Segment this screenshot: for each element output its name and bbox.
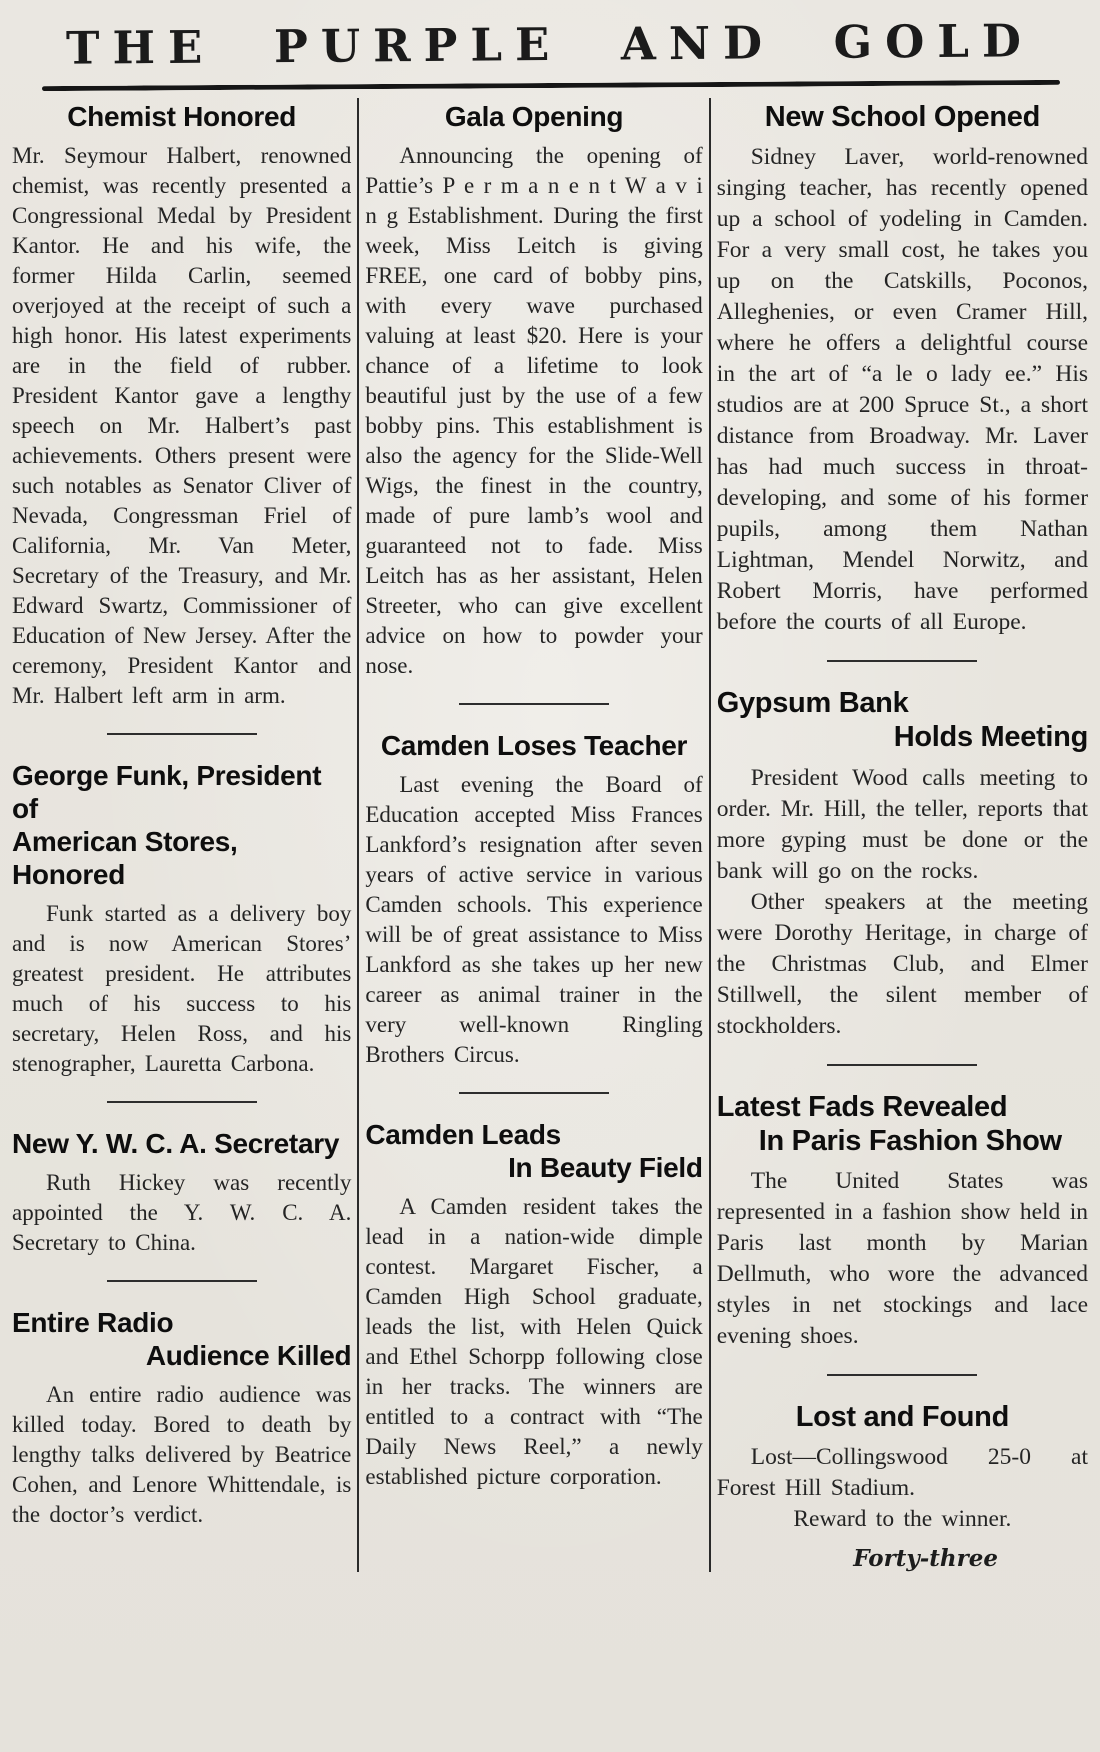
article-beauty-field — [365, 1118, 702, 1492]
section-rule — [107, 1101, 257, 1103]
article-title: Chemist Honored — [67, 101, 297, 132]
section-rule — [827, 1064, 977, 1066]
article-body: A Camden resident takes the lead in a nation-wide dimple contest. Margaret Fischer, a Camden High School graduate, leads the list, with Helen Quick and Ethel Schorpp following close in her tracks. The winners are entitled to a contract with “The Daily News Reel,” a newly established picture corporation. — [365, 1194, 703, 1490]
article-chemist-honored — [12, 100, 351, 711]
article-title — [717, 686, 1088, 754]
column-2 — [365, 98, 702, 1572]
title-line-1: Camden Leads — [365, 1119, 561, 1151]
article-body: Funk started as a delivery boy and is now American Stores’ greatest president. He attributes much of his success to his secretary, Helen Ross, and his stenographer, Lauretta Carbona. — [12, 901, 352, 1077]
section-rule — [827, 660, 977, 662]
columns — [12, 98, 1088, 1572]
article-title: Lost and Found — [795, 1401, 1009, 1434]
article-body: The United States was represented in a fashion show held in Paris last month by Marian Dellmuth, who wore the advanced styles in net stockings and lace evening shoes. — [716, 1168, 1089, 1350]
article-title — [12, 1306, 351, 1372]
article-body: Announcing the opening of Pattie’s P e r m a n e n t W a v i n g Establishment. During the first week, Miss Leitch is giving FREE, one card of bobby pins, with every wave purchased valuing at least $20. Here is your chance of a lifetime to look beautiful just by the use of a few bobby pins. This establishment is also the agency for the Slide-Well Wigs, the finest in the country, made of pure lamb’s wool and guaranteed not to fade. Miss Leitch has as her assistant, Helen Streeter, who can give excellent advice on how to powder your nose. — [365, 143, 703, 679]
article-body: Mr. Seymour Halbert, renowned chemist, was recently presented a Congressional Medal by President Kantor. He and his wife, the former Hilda Carlin, seemed overjoyed at the receipt of such a high honor. His latest experiments are in the field of rubber. President Kantor gave a lengthy speech on Mr. Halbert’s past achievements. Others present were such notables as Senator Cliver of Nevada, Congressman Friel of California, Mr. Van Meter, Secretary of the Treasury, and Mr. Edward Swartz, Commissioner of Education of New Jersey. After the ceremony, President Kantor and Mr. Halbert left arm in arm. — [12, 143, 352, 709]
masthead-rule — [42, 80, 1060, 91]
article-radio-audience — [12, 1306, 351, 1530]
article-body: An entire radio audience was killed today. Bored to death by lengthy talks delivered by Beatrice Cohen, and Lenore Whittendale, is the doctor’s verdict. — [12, 1382, 352, 1528]
title-line-1: Latest Fads Revealed — [716, 1090, 1008, 1123]
article-title: Gala Opening — [444, 101, 624, 132]
section-rule — [827, 1374, 977, 1376]
page-number: Forty-three — [853, 1545, 999, 1573]
article-title: Camden Loses Teacher — [380, 730, 688, 762]
article-body-line-2: Reward to the winner. — [793, 1506, 1012, 1533]
article-body: Ruth Hickey was recently appointed the Y. W. C. A. Secretary to China. — [12, 1170, 352, 1256]
article-body: Last evening the Board of Education accepted Miss Frances Lankford’s resignation after seven years of active service in various Camden schools. This experience will be of great assistance to Miss Lankford as she takes up her new career as animal trainer in the very well-known Ringling Brothers Circus. — [365, 772, 703, 1068]
article-title — [717, 1090, 1088, 1158]
title-line-2: In Beauty Field — [508, 1152, 703, 1184]
masthead — [12, 14, 1088, 84]
article-title: New Y. W. C. A. Secretary — [12, 1128, 340, 1160]
title-line-2: American Stores, Honored — [12, 826, 238, 891]
column-1 — [12, 98, 351, 1572]
article-body-paragraph-1: President Wood calls meeting to order. Mr. Hill, the teller, reports that more gyping must be done or the bank will go on the rocks. — [716, 764, 1089, 884]
masthead-title: THE PURPLE AND GOLD — [65, 14, 1035, 75]
section-rule — [459, 1092, 609, 1094]
article-title — [12, 759, 351, 891]
article-title: New School Opened — [764, 101, 1040, 133]
title-line-1: Entire Radio — [12, 1307, 174, 1339]
article-gypsum-bank — [717, 686, 1088, 1041]
title-line-2: Audience Killed — [145, 1340, 352, 1372]
article-body-paragraph-2: Other speakers at the meeting were Dorothy Heritage, in charge of the Christmas Club, and Elmer Stillwell, the silent member of stockholders. — [716, 888, 1089, 1039]
section-rule — [459, 703, 609, 705]
title-line-2: Holds Meeting — [893, 721, 1089, 754]
article-body: Sidney Laver, world-renowned singing teacher, has recently opened up a school of yodeling in Camden. For a very small cost, he takes you up on the Catskills, Poconos, Alleghenies, or even Cramer Hill, where he offers a delightful course in the art of “a le o lady ee.” His studios are at 200 Spruce St., a short distance from Broadway. Mr. Laver has had much success in throat-developing, and some of his former pupils, among them Nathan Lightman, Mendel Norwitz, and Robert Morris, have performed before the courts of all Europe. — [716, 144, 1089, 636]
article-body-line-1: Lost—Collingswood 25-0 at Forest Hill Stadium. — [716, 1444, 1089, 1502]
column-divider-2 — [709, 98, 711, 1572]
article-gala-opening — [365, 100, 702, 681]
page-footer — [717, 1545, 1088, 1572]
article-george-funk — [12, 759, 351, 1079]
article-title — [365, 1118, 702, 1184]
title-line-1: George Funk, President of — [12, 760, 322, 825]
article-camden-loses-teacher — [365, 729, 702, 1070]
column-3 — [717, 98, 1088, 1572]
section-rule — [107, 733, 257, 735]
article-latest-fads — [717, 1090, 1088, 1352]
article-ywca-secretary — [12, 1127, 351, 1258]
title-line-1: Gypsum Bank — [716, 687, 909, 720]
article-lost-and-found — [717, 1400, 1088, 1535]
article-new-school — [717, 100, 1088, 638]
title-line-2: In Paris Fashion Show — [758, 1124, 1062, 1157]
column-divider-1 — [357, 98, 359, 1572]
section-rule — [107, 1280, 257, 1282]
